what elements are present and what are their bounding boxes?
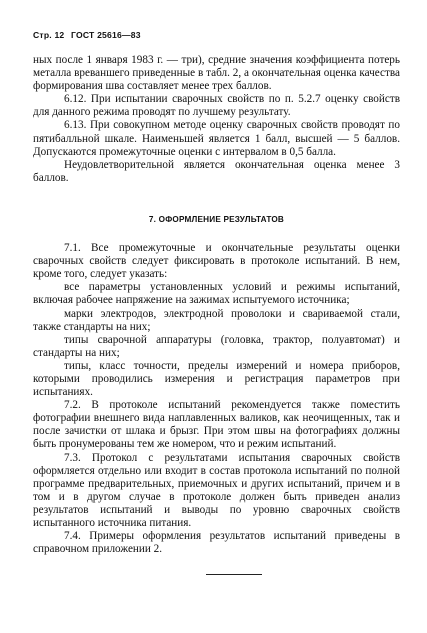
paragraph-7-1: 7.1. Все промежуточные и окончательные результаты оценки сварочных свойств следует фиксировать в протоколе испытаний. В нем, кроме того, следует указать:	[33, 242, 400, 281]
paragraph-continuation: ных после 1 января 1983 г. — три), средние значения коэффициента потерь металла вреваншего приведенные в табл. 2, а окончательная оценка качества формирования шва составляет менее трех баллов.	[33, 54, 400, 93]
page-header	[33, 30, 400, 40]
paragraph-7-3: 7.3. Протокол с результатами испытания сварочных свойств оформляется отдельно или входит в состав протокола испытаний по полной программе предварительных, приемочных и других испытаний, причем и в том и в другом случае в протоколе должен быть приведен анализ результатов испытаний и выводы по уровню сварочных свойств испытанного источника питания.	[33, 451, 400, 529]
list-item-equipment: типы сварочной аппаратуры (головка, трактор, полуавтомат) и стандарты на них;	[33, 333, 400, 359]
paragraph-7-2: 7.2. В протоколе испытаний рекомендуется также поместить фотографии внешнего вида наплавленных валиков, как неочищенных, так и после зачистки от шлака и брызг. При этом швы на фотографиях должны быть пронумерованы тем же номером, что и режим испытаний.	[33, 399, 400, 451]
list-item-electrodes: марки электродов, электродной проволоки и свариваемой стали, также стандарты на них;	[33, 307, 400, 333]
list-item-parameters: все параметры установленных условий и режимы испытаний, включая рабочее напряжение на зажимах испытуемого источника;	[33, 281, 400, 307]
page-number: Стр. 12	[33, 30, 65, 40]
standard-code: ГОСТ 25616—83	[71, 30, 141, 40]
paragraph-6-13: 6.13. При совокупном методе оценку сварочных свойств проводят по пятибалльной шкале. Наименьшей является 1 балл, высшей — 5 баллов. Допускаются промежуточные оценки с интервалом в 0,5 балла.	[33, 119, 400, 158]
list-item-instruments: типы, класс точности, пределы измерений и номера приборов, которыми проводились измерения и регистрация параметров при испытаниях.	[33, 359, 400, 399]
paragraph-6-12: 6.12. При испытании сварочных свойств по п. 5.2.7 оценку свойств для данного режима проводят по лучшему результату.	[33, 93, 400, 119]
paragraph-7-4: 7.4. Примеры оформления результатов испытаний приведены в справочном приложении 2.	[33, 530, 400, 556]
end-rule	[206, 574, 262, 575]
paragraph-unsatisfactory: Неудовлетворительной является окончательная оценка менее 3 баллов.	[33, 158, 400, 184]
section-title: 7. ОФОРМЛЕНИЕ РЕЗУЛЬТАТОВ	[148, 214, 285, 224]
